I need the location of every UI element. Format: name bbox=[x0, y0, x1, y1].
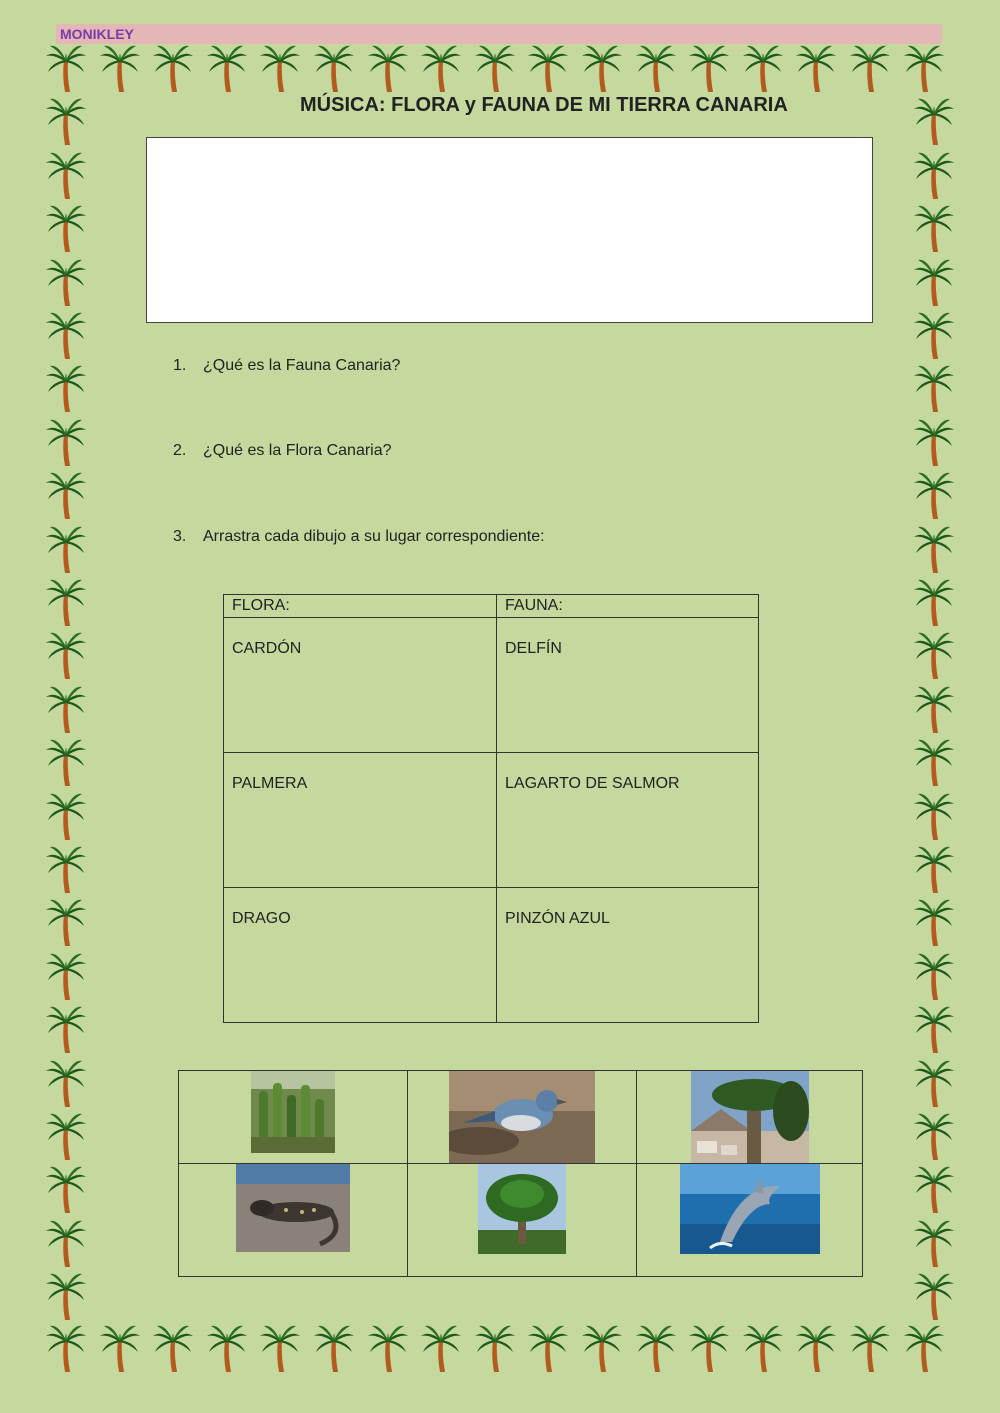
palm-tree-icon bbox=[473, 1322, 517, 1374]
palm-tree-icon bbox=[44, 1003, 88, 1055]
palm-tree-icon bbox=[794, 1322, 838, 1374]
palm-tree-icon bbox=[687, 42, 731, 94]
image-cell bbox=[179, 1164, 408, 1277]
palm-tree-icon bbox=[848, 1322, 892, 1374]
palm-tree-icon bbox=[902, 42, 946, 94]
palm-tree-icon bbox=[848, 42, 892, 94]
palm-tree-icon bbox=[912, 896, 956, 948]
palm-tree-icon bbox=[526, 1322, 570, 1374]
question-text: ¿Qué es la Fauna Canaria? bbox=[203, 357, 401, 374]
drop-zone-flora[interactable]: DRAGO bbox=[224, 888, 497, 1023]
header-bar bbox=[56, 24, 942, 44]
palm-tree-icon bbox=[312, 1322, 356, 1374]
palm-tree-icon bbox=[741, 1322, 785, 1374]
drop-zone-flora[interactable]: CARDÓN bbox=[224, 618, 497, 753]
question-text: ¿Qué es la Flora Canaria? bbox=[203, 442, 392, 459]
palm-tree-icon bbox=[912, 576, 956, 628]
flora-header: FLORA: bbox=[224, 595, 497, 618]
drop-zone-fauna[interactable]: LAGARTO DE SALMOR bbox=[497, 753, 759, 888]
palm-tree-icon bbox=[44, 1322, 88, 1374]
drop-zone-fauna[interactable]: PINZÓN AZUL bbox=[497, 888, 759, 1023]
pinzon-azul-photo[interactable] bbox=[449, 1071, 595, 1163]
question-number: 2. bbox=[173, 442, 187, 459]
palm-tree-icon bbox=[912, 256, 956, 308]
image-bank bbox=[178, 1070, 863, 1277]
palm-tree-icon bbox=[205, 1322, 249, 1374]
image-cell bbox=[408, 1164, 637, 1277]
question-text: Arrastra cada dibujo a su lugar correspondiente: bbox=[203, 528, 545, 545]
palm-tree-icon bbox=[634, 42, 678, 94]
palm-tree-icon bbox=[912, 790, 956, 842]
palm-tree-icon bbox=[44, 95, 88, 147]
palm-tree-icon bbox=[98, 42, 142, 94]
palm-tree-icon bbox=[912, 843, 956, 895]
cardon-photo[interactable] bbox=[251, 1071, 335, 1153]
palm-tree-icon bbox=[44, 416, 88, 468]
palm-tree-icon bbox=[912, 1270, 956, 1322]
table-row bbox=[224, 753, 759, 888]
palm-tree-icon bbox=[98, 1322, 142, 1374]
palm-tree-icon bbox=[912, 1110, 956, 1162]
palm-tree-icon bbox=[912, 95, 956, 147]
palm-tree-icon bbox=[44, 362, 88, 414]
palm-tree-icon bbox=[366, 1322, 410, 1374]
palm-tree-icon bbox=[687, 1322, 731, 1374]
palm-tree-icon bbox=[44, 1110, 88, 1162]
palm-tree-icon bbox=[741, 42, 785, 94]
palm-tree-icon bbox=[44, 1270, 88, 1322]
palm-tree-icon bbox=[912, 523, 956, 575]
flora-fauna-table bbox=[223, 594, 759, 1023]
palm-tree-icon bbox=[912, 202, 956, 254]
question-3 bbox=[173, 528, 545, 546]
palmera-photo[interactable] bbox=[478, 1164, 566, 1254]
page-title: MÚSICA: FLORA y FAUNA DE MI TIERRA CANARIA bbox=[300, 94, 788, 116]
palm-tree-icon bbox=[44, 576, 88, 628]
palm-tree-icon bbox=[151, 1322, 195, 1374]
palm-tree-icon bbox=[912, 736, 956, 788]
palm-tree-icon bbox=[44, 950, 88, 1002]
palm-tree-icon bbox=[580, 42, 624, 94]
palm-tree-icon bbox=[912, 469, 956, 521]
table-header-row bbox=[224, 595, 759, 618]
palm-tree-icon bbox=[419, 1322, 463, 1374]
palm-tree-icon bbox=[312, 42, 356, 94]
palm-tree-icon bbox=[912, 1003, 956, 1055]
palm-tree-icon bbox=[912, 1057, 956, 1109]
palm-tree-icon bbox=[634, 1322, 678, 1374]
palm-tree-icon bbox=[912, 149, 956, 201]
palm-tree-icon bbox=[44, 42, 88, 94]
palm-tree-icon bbox=[44, 1163, 88, 1215]
palm-tree-icon bbox=[258, 1322, 302, 1374]
palm-tree-icon bbox=[44, 629, 88, 681]
drop-zone-flora[interactable]: PALMERA bbox=[224, 753, 497, 888]
fauna-header: FAUNA: bbox=[497, 595, 759, 618]
palm-tree-icon bbox=[44, 202, 88, 254]
palm-tree-icon bbox=[912, 683, 956, 735]
image-cell bbox=[637, 1071, 863, 1164]
delfin-photo[interactable] bbox=[680, 1164, 820, 1254]
drago-photo[interactable] bbox=[691, 1071, 809, 1163]
question-1 bbox=[173, 357, 400, 375]
image-cell bbox=[408, 1071, 637, 1164]
lagarto-photo[interactable] bbox=[236, 1164, 350, 1252]
palm-tree-icon bbox=[258, 42, 302, 94]
palm-tree-icon bbox=[419, 42, 463, 94]
palm-tree-icon bbox=[44, 149, 88, 201]
palm-tree-icon bbox=[912, 416, 956, 468]
palm-tree-icon bbox=[794, 42, 838, 94]
drop-zone-fauna[interactable]: DELFÍN bbox=[497, 618, 759, 753]
palm-tree-icon bbox=[912, 1217, 956, 1269]
palm-tree-icon bbox=[44, 843, 88, 895]
palm-tree-icon bbox=[44, 790, 88, 842]
image-cell bbox=[637, 1164, 863, 1277]
palm-tree-icon bbox=[580, 1322, 624, 1374]
palm-tree-icon bbox=[526, 42, 570, 94]
palm-tree-icon bbox=[912, 309, 956, 361]
palm-tree-icon bbox=[902, 1322, 946, 1374]
palm-tree-icon bbox=[366, 42, 410, 94]
palm-tree-icon bbox=[473, 42, 517, 94]
table-row bbox=[224, 888, 759, 1023]
image-cell bbox=[179, 1071, 408, 1164]
palm-tree-icon bbox=[44, 1217, 88, 1269]
palm-tree-icon bbox=[44, 1057, 88, 1109]
question-2 bbox=[173, 442, 392, 460]
palm-tree-icon bbox=[44, 256, 88, 308]
palm-tree-icon bbox=[44, 469, 88, 521]
question-number: 3. bbox=[173, 528, 187, 545]
question-number: 1. bbox=[173, 357, 187, 374]
palm-tree-icon bbox=[205, 42, 249, 94]
palm-tree-icon bbox=[44, 736, 88, 788]
palm-tree-icon bbox=[912, 362, 956, 414]
palm-tree-icon bbox=[912, 950, 956, 1002]
palm-tree-icon bbox=[151, 42, 195, 94]
table-row bbox=[224, 618, 759, 753]
palm-tree-icon bbox=[912, 629, 956, 681]
palm-tree-icon bbox=[44, 683, 88, 735]
palm-tree-icon bbox=[44, 523, 88, 575]
blank-content-box bbox=[146, 137, 873, 323]
palm-tree-icon bbox=[912, 1163, 956, 1215]
palm-tree-icon bbox=[44, 896, 88, 948]
header-label: MONIKLEY bbox=[60, 26, 134, 42]
palm-tree-icon bbox=[44, 309, 88, 361]
